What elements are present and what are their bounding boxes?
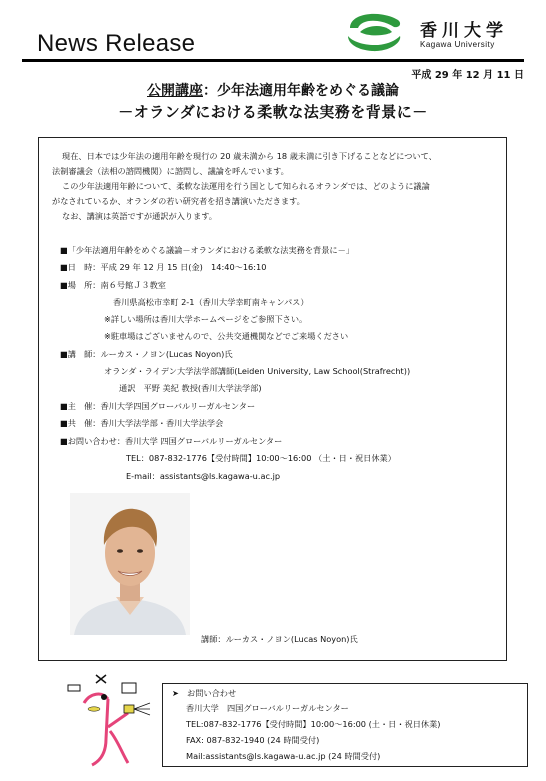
headline-line-1: [0, 80, 546, 100]
kagawa-logo-icon: [342, 6, 406, 54]
event-title: ■「少年法適用年齢をめぐる議論－オランダにおける柔軟な法実務を背景に－」: [60, 245, 354, 255]
header-divider: [22, 59, 524, 62]
event-note: ※駐車場はございませんので、公共交通機関などでご来場ください: [104, 331, 349, 341]
event-datetime: ■日 時：平成 29 年 12 月 15 日(金) 14:40～16:10: [60, 262, 267, 272]
intro-line: この少年法適用年齢について、柔軟な法運用を行う国として知られるオランダでは、どのように議論: [62, 181, 430, 191]
event-inquiry: ■お問い合わせ：香川大学 四国グローバルリーガルセンター: [60, 436, 283, 446]
contact-heading: ➤ お問い合わせ: [172, 688, 237, 698]
contact-tel: TEL:087-832-1776【受付時間】10:00～16:00 (土・日・祝日休業): [186, 719, 441, 729]
event-cohost: ■共 催：香川大学法学部・香川大学法学会: [60, 418, 224, 428]
university-mascot-icon: [66, 669, 156, 769]
event-interpreter: 通訳 平野 美紀 教授(香川大学法学部): [119, 383, 262, 393]
contact-mail[interactable]: Mail:assistants@ls.kagawa-u.ac.jp (24 時間受付): [186, 751, 381, 761]
event-host: ■主 催：香川大学四国グローバルリーガルセンター: [60, 401, 256, 411]
logo-english-name: Kagawa University: [420, 40, 495, 49]
headline-lead: 公開講座: [147, 83, 203, 99]
event-note: ※詳しい場所は香川大学ホームページをご参照下さい。: [104, 314, 308, 324]
university-logo: [342, 6, 517, 54]
event-lecturer: ■講 師：ルーカス・ノヨン(Lucas Noyon)氏: [60, 349, 233, 359]
headline-line-2: －オランダにおける柔軟な法実務を背景に－: [118, 103, 428, 121]
lecturer-affiliation: オランダ・ライデン大学法学部講師(Leiden University, Law School(Strafrecht)): [104, 366, 411, 376]
photo-caption: 講師：ルーカス・ノヨン(Lucas Noyon)氏: [201, 634, 358, 644]
intro-line: 現在、日本では少年法の適用年齢を現行の 20 歳未満から 18 歳未満に引き下げることなどについて、: [62, 151, 437, 161]
lecturer-photo: [70, 493, 190, 635]
logo-name: 香川大学: [420, 21, 508, 41]
contact-org: 香川大学 四国グローバルリーガルセンター: [186, 703, 349, 713]
intro-line: なお、講演は英語ですが通訳が入ります。: [62, 211, 217, 221]
event-address: 香川県高松市幸町 2-1（香川大学幸町南キャンパス）: [113, 297, 309, 307]
inquiry-tel: TEL：087-832-1776【受付時間】10:00～16:00 （土・日・祝日休業）: [126, 453, 396, 463]
intro-line: 法制審議会（法相の諮問機関）に諮問し、議論を呼んでいます。: [52, 166, 289, 176]
release-date: 平成 29 年 12 月 11 日: [411, 70, 524, 81]
headline-rest: ：少年法適用年齢をめぐる議論: [203, 83, 399, 99]
intro-line: がなされているか、オランダの若い研究者を招き講演いただきます。: [52, 196, 305, 206]
inquiry-email[interactable]: E-mail：assistants@ls.kagawa-u.ac.jp: [126, 471, 281, 481]
contact-fax: FAX: 087-832-1940 (24 時間受付): [186, 735, 320, 745]
page-title: News Release: [37, 30, 196, 57]
event-place: ■場 所：南６号館Ｊ３教室: [60, 280, 166, 290]
